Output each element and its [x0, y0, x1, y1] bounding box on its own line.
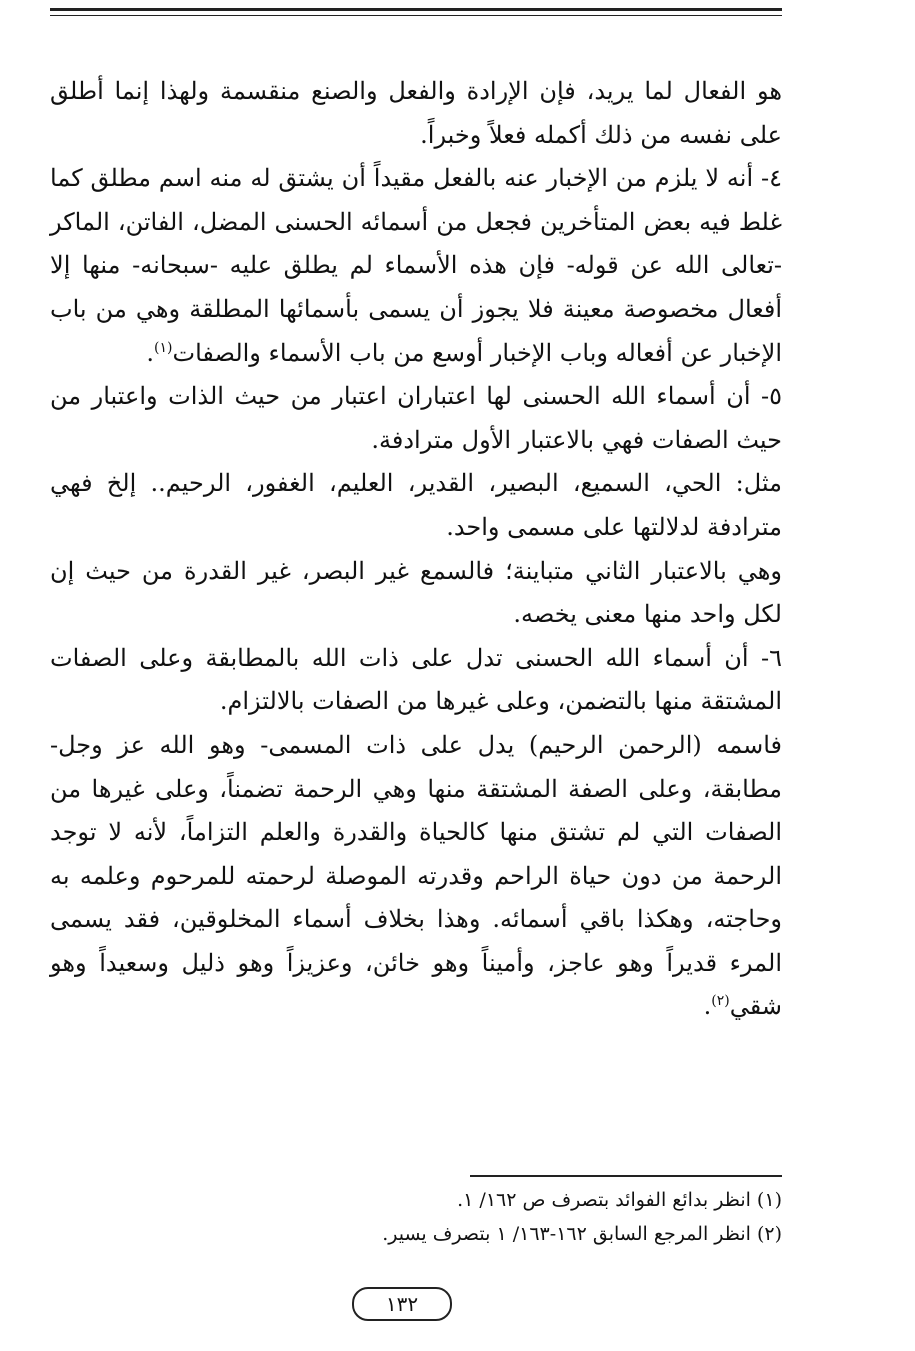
sentence-end: .: [703, 992, 712, 1021]
page-number: ١٣٢: [352, 1287, 452, 1321]
footnote-ref-1: (١): [154, 339, 173, 356]
header-rule-thick: [50, 8, 782, 11]
paragraph-text: فاسمه (الرحمن الرحيم) يدل على ذات المسمى- وهو الله عز وجل- مطابقة، وعلى الصفة المشتقة منها وهي الرحمة تضمناً، وعلى غيرها من الصفات التي لم تشتق منها كالحياة والقدرة والعلم التزاماً، لأنه لا توجد الرحمة من دون حياة الراحم وقدرته الموصلة لرحمته للمرحوم وعلمه به وحاجته، وهكذا باقي أسمائه. وهذا بخلاف أسماء المخلوقين، فقد يسمى المرء قديراً وهو عاجز، وأميناً وهو خائن، وعزيزاً وهو ذليل وسعيداً وهو شقي: [50, 730, 782, 1021]
footnote-2: (٢) انظر المرجع السابق ١٦٢-١٦٣/ ١ بتصرف يسير.: [382, 1223, 782, 1245]
paragraph-point-5: ٥- أن أسماء الله الحسنى لها اعتباران اعتبار من حيث الذات واعتبار من حيث الصفات فهي بالاعتبار الأول مترادفة.: [50, 382, 782, 454]
paragraph-rahman-example: [50, 724, 782, 1029]
footnote-separator: [470, 1175, 782, 1177]
paragraph-text: ٤- أنه لا يلزم من الإخبار عنه بالفعل مقيداً أن يشتق له منه اسم مطلق كما غلط فيه بعض المتأخرين فجعل من أسمائه الحسنى المضل، الفاتن، الماكر -تعالى الله عن قوله- فإن هذه الأسماء لم يطلق عليه -سبحانه- منها إلا أفعال مخصوصة معينة فلا يجوز أن يسمى بأسمائها المطلقة وهي من باب الإخبار عن أفعاله وباب الإخبار أوسع من باب الأسماء والصفات: [50, 164, 782, 367]
sentence-end: .: [146, 338, 154, 367]
paragraph-example: مثل: الحي، السميع، البصير، القدير، العليم، الغفور، الرحيم.. إلخ فهي مترادفة لدلالتها على مسمى واحد.: [50, 469, 782, 541]
footnote-ref-2: (٢): [711, 993, 730, 1010]
paragraph-continuation: هو الفعال لما يريد، فإن الإرادة والفعل والصنع منقسمة ولهذا إنما أطلق على نفسه من ذلك أكمله فعلاً وخبراً.: [50, 77, 782, 149]
paragraph-point-4: [50, 157, 782, 375]
main-text: [50, 70, 782, 1029]
footnote-1: (١) انظر بدائع الفوائد بتصرف ص ١٦٢/ ١.: [457, 1189, 782, 1211]
header-rule-thin: [50, 15, 782, 16]
paragraph-point-6: ٦- أن أسماء الله الحسنى تدل على ذات الله بالمطابقة وعلى الصفات المشتقة منها بالتضمن، وعلى غيرها من الصفات بالالتزام.: [50, 643, 782, 716]
paragraph-second-view: وهي بالاعتبار الثاني متباينة؛ فالسمع غير البصر، غير القدرة من حيث إن لكل واحد منها معنى يخصه.: [50, 556, 782, 629]
footnotes: [50, 1183, 782, 1251]
